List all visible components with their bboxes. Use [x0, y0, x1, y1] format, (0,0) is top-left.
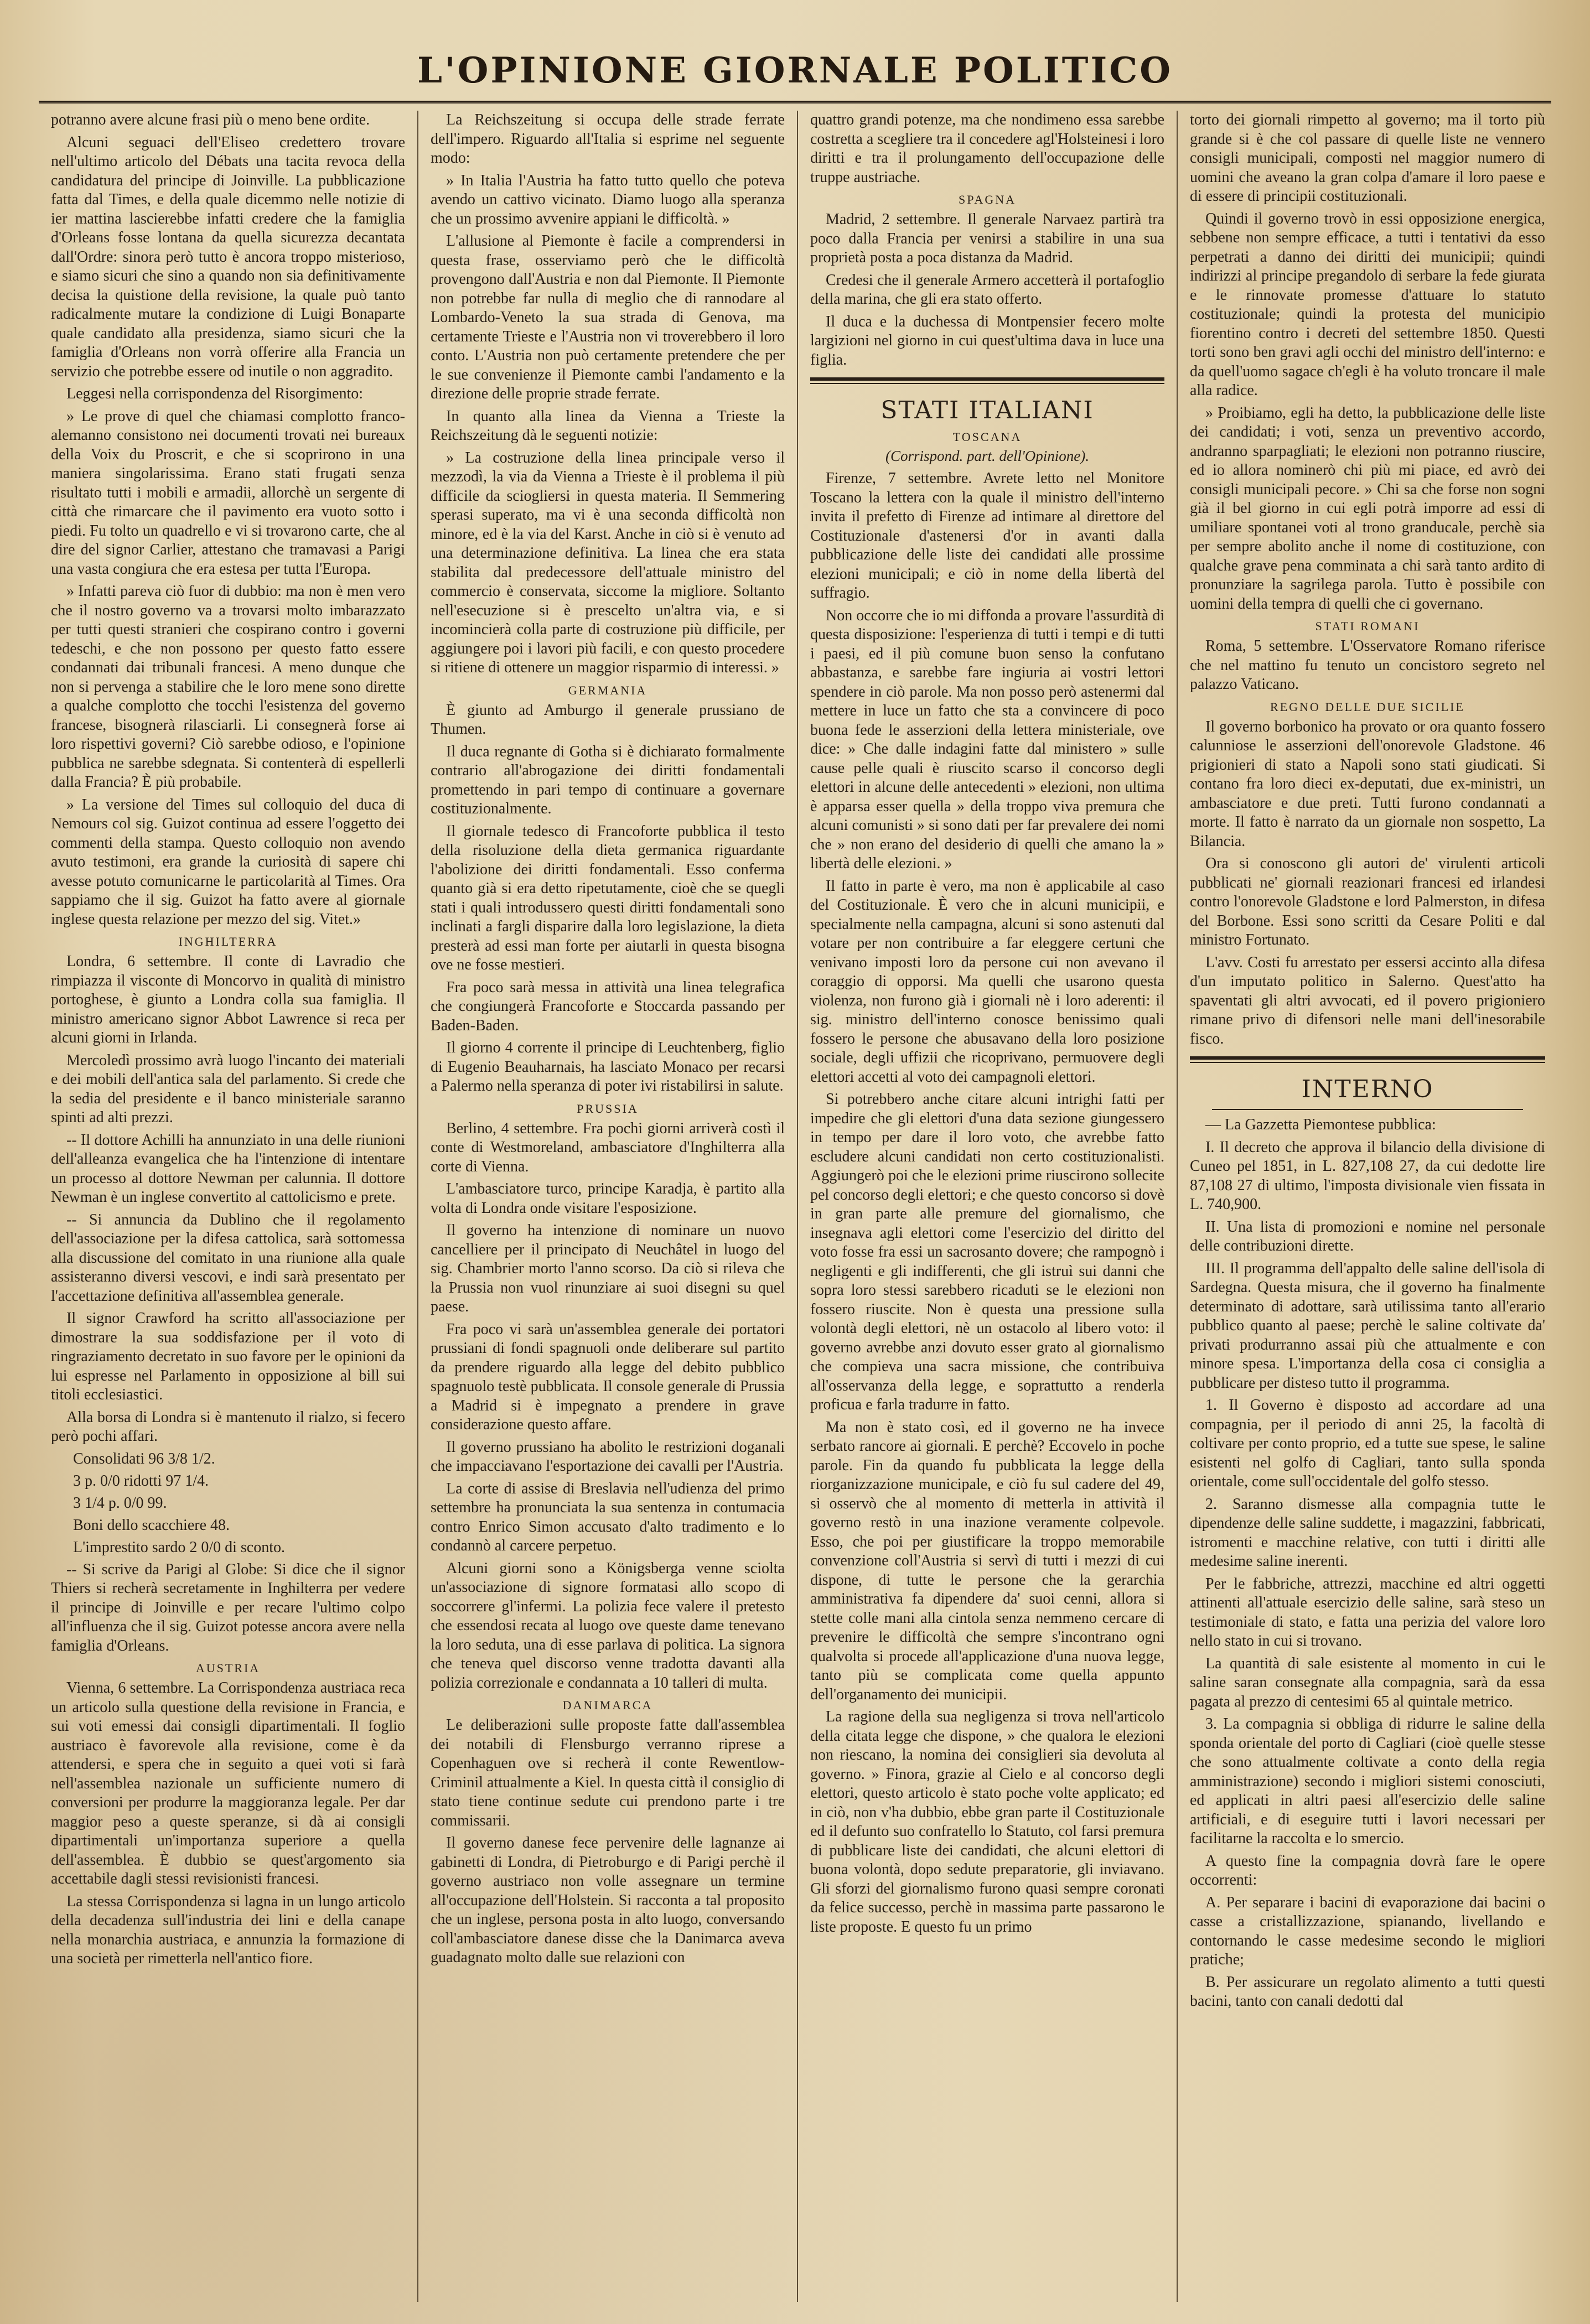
section-heading-danimarca: DANIMARCA: [562, 1698, 653, 1712]
section-rule-thin: [1212, 1109, 1523, 1110]
paragraph: L'ambasciatore turco, principe Karadja, è partito alla volta di Londra onde visitare l'esposizione.: [431, 1180, 785, 1217]
paragraph: I. Il decreto che approva il bilancio della divisione di Cuneo pel 1851, in L. 827,108 27, da cui dedotte lire 87,108 27 di ultimo, l'imposta divisionale vien fissata in L. 740,900.: [1190, 1138, 1545, 1213]
paragraph: Credesi che il generale Armero accetterà il portafoglio della marina, che gli era stato offerto.: [810, 271, 1164, 308]
paragraph: » Le prove di quel che chiamasi complotto franco-alemanno consistono nei documenti trovati nei bureaux della Voix du Proscrit, e che si scoprirono in una maniera singolarissima. Erano stati frugati senza risultato tutti i mobili e armadii, allorchè un sergente di città che rimarcare che il pavimento era vuoto sotto i piedi. Fu tolto un quadrello e vi si trovarono carte, che al dire del signor Carlier, attestano che tramavasi a Parigi una vasta congiura che era estesa per tutta l'Europa.: [51, 407, 405, 578]
stock-line: Consolidati 96 3/8 1/2.: [73, 1450, 215, 1467]
paragraph: Fra poco sarà messa in attività una linea telegrafica che congiungerà Francoforte e Stoccarda passando per Baden-Baden.: [431, 978, 785, 1034]
paragraph: Alcuni giorni sono a Königsberga venne sciolta un'associazione di signore formatasi allo scopo di soccorrere gl'infermi. La polizia fece valere il pretesto che essendosi recata al luogo ove queste dame tenevano la loro seduta, una di esse parlava di politica. La signora che teneva quel discorso venne tradotta davanti alla polizia correzionale e condannata a 10 talleri di multa.: [431, 1559, 785, 1692]
paragraph: Ma non è stato così, ed il governo ne ha invece serbato rancore ai giornali. E perchè? Eccovelo in poche parole. Fin da quando fu pubblicata la legge della riorganizzazione municipale, e ciò fu sul cadere del 49, si osservò che al momento di metterla in attività il governo restò in una inazione veramente colpevole. Esso, che poi per giustificare la troppo memorabile convenzione coll'Austria si servì di tutti i mezzi di cui dispone, di tutte le persone che la gerarchia amministrativa fa dipendere da' suoi cenni, allora si stette colle mani alla cintola senza nemmeno cercare di prevenire le difficoltà che sempre s'incontrano ogni qualvolta si procede all'applicazione d'una nuova legge, tanto più se complicata come quella appunto dell'organamento dei municipii.: [810, 1418, 1164, 1703]
paragraph: L'allusione al Piemonte è facile a comprendersi in questa frase, osserviamo però che le difficoltà provengono dall'Austria e non dal Piemonte. Il Piemonte non potrebbe far nulla di meglio che di rannodare al Lombardo-Veneto la sua strada di Genova, ma certamente Trieste e l'Austria non vi troverebbero il loro conto. L'Austria non può certamente pretendere che per le sue convenienze il Piemonte cambi l'andamento e la direzione delle proprie strade ferrate.: [431, 232, 785, 402]
paragraph: Alla borsa di Londra si è mantenuto il rialzo, si fecero però pochi affari.: [51, 1408, 405, 1445]
paragraph: Per le fabbriche, attrezzi, macchine ed altri oggetti attinenti all'attuale esercizio delle saline, sarà steso un testimoniale di stato, e fatta una perizia del valore loro nello stato in cui si trovano.: [1190, 1575, 1545, 1649]
paragraph: A. Per separare i bacini di evaporazione dai bacini o casse a cristallizzazione, spianando, livellando e contornando le casse medesime secondo le migliori pratiche;: [1190, 1894, 1545, 1968]
paragraph: » Proibiamo, egli ha detto, la pubblicazione delle liste dei candidati; i voti, senza un preventivo accordo, andranno sparpagliati; le elezioni non potranno riuscire, ed io allora nominerò chi più mi piace, ed avrò dei consigli municipali pecore. » Chi sa che forse non sogni già il bel giorno in cui egli potrà imporre ad essi di umiliare spontanei voti al trono granducale, perchè sia per sempre abolito anche il nome di costituzione, con qualche grave pena comminata a chi sarà tanto ardito di pronunziare la sagrilega parola. Tutto è possibile con uomini della tempra di quelli che ci governano.: [1190, 404, 1545, 613]
paragraph: » Infatti pareva ciò fuor di dubbio: ma non è men vero che il nostro governo va a trovarsi molto imbarazzato per tutti questi stranieri che cospirano contro i governi tedeschi, e che non possono per questo fatto essere condannati dai tribunali francesi. A meno dunque che non si pervenga a stabilire che le loro mene sono dirette a qualche complotto che tocchi l'esistenza del governo francese, bisognerà rilasciarli. Li consegnerà forse ai loro rispettivi governi? Ciò sarebbe odioso, e l'opinione pubblica ne sarebbe sdegnata. Si contenterà di espellerli dalla Francia? È più probabile.: [51, 583, 405, 791]
stock-line: 3 1/4 p. 0/0 99.: [73, 1494, 167, 1512]
paragraph: È giunto ad Amburgo il generale prussiano de Thumen.: [431, 701, 785, 738]
paragraph: A questo fine la compagnia dovrà fare le opere occorrenti:: [1190, 1852, 1545, 1889]
paragraph: Il duca e la duchessa di Montpensier fecero molte largizioni nel giorno in cui quest'ultima dava in luce una figlia.: [810, 313, 1164, 369]
paragraph: 1. Il Governo è disposto ad accordare ad una compagnia, per il periodo di anni 25, la facoltà di coltivare per conto proprio, ed a tutte sue spese, le saline esistenti nel golfo di Cagliari, tanto sulla sponda orientale, come sull'occidentale del golfo stesso.: [1190, 1397, 1545, 1490]
paragraph: Si potrebbero anche citare alcuni intrighi fatti per impedire che gli elettori d'una data sezione giungessero in tempo per dare il loro voto, che avrebbe fatto escludere alcuni candidati non certo costituzionalisti. Aggiungerò poi che le elezioni prime riuscirono sollecite pel concorso degli elettori; e che questo concorso si dovè in gran parte alle premure del giornalismo, che insegnava agli elettori come l'esercizio del diritto del voto fosse fra essi un sacrosanto dovere; che rampognò i negligenti e gli indifferenti, che gli istruì sui danni che sopra loro stessi sarebbero ricaduti se le elezioni non fossero riuscite. Non è questa una pressione sulla volontà degli elettori, nè un ostacolo al libero voto: il governo avrebbe anzi dovuto esser grato al giornalismo che compieva una sacra missione, che contribuiva all'osservanza della legge, e soprattutto a renderla proficua e farla tradurre in fatto.: [810, 1091, 1164, 1413]
paragraph: Alcuni seguaci dell'Eliseo credettero trovare nell'ultimo articolo del Débats una tacita revoca della candidatura del principe di Joinville. La pubblicazione fatta dal Times, e della quale dicemmo nelle notizie di ier mattina lascierebbe infatti credere che la famiglia d'Orleans fosse lontana da quella sicurezza decantata dall'Ordre: sinora però tutto è ancora troppo misterioso, e siamo sicuri che sino a quando non sia definitivamente decisa la quistione della revisione, la quale può tanto radicalmente mutare la condizione di Luigi Bonaparte quale candidato alla presidenza, siamo sicuri che la famiglia d'Orleans non vorrà offerire alla Francia un servizio che potrebbe essere od inutile o non aggradito.: [51, 133, 405, 380]
paragraph: Non occorre che io mi diffonda a provare l'assurdità di questa disposizione: l'esperienza di tutti i tempi e di tutti i paesi, ed il più comune buon senso la confutano abbastanza, e sarebbe fare ingiuria ai vostri lettori spendere in ciò parole. Ma non posso però astenermi dal mettere in luce un fatto che sta a convincere di poco buona fede le asserzioni della lettera ministeriale, ove dice: » Che dalle indagini fatte dal ministero » sulle cause pelle quali è riuscito scarso il concorso degli elettori in alcune delle antecedenti » elezioni, non ultima è apparsa esser quella » della troppo viva premura che alcuni comunisti » si sono dati per far prevalere dei nomi che » non erano del desiderio di quelli che amano la » libertà delle elezioni. »: [810, 606, 1164, 872]
paragraph: Ora si conoscono gli autori de' virulenti articoli pubblicati ne' giornali reazionari francesi ed irlandesi contro l'onorevole Gladstone e lord Palmerston, in difesa del Borbone. Essi sono scritti da Cesare Politi e dal ministro Fortunato.: [1190, 855, 1545, 948]
paragraph: La stessa Corrispondenza si lagna in un lungo articolo della decadenza sull'industria dei lini e della canape nella monarchia austriaca, e annunzia la formazione di una società per rimetterla nell'antico fiore.: [51, 1892, 405, 1967]
paragraph: — La Gazzetta Piemontese pubblica:: [1205, 1116, 1436, 1133]
paragraph: Fra poco vi sarà un'assemblea generale dei portatori prussiani di fondi spagnuoli onde deliberare sul partito da prendere riguardo alla legge del debito pubblico spagnuolo testè pubblicata. Il console generale di Prussia a Madrid si è impegnato a prendere in grave considerazione questo affare.: [431, 1320, 785, 1433]
section-heading-toscana: TOSCANA: [952, 430, 1022, 444]
column-1: [39, 111, 418, 2302]
section-heading-germania: GERMANIA: [568, 683, 648, 697]
paragraph: Le deliberazioni sulle proposte fatte dall'assemblea dei notabili di Flensburgo verranno riprese a Copenhaguen ove si recherà il conte Rewentlow-Criminil attualmente a Kiel. In questa città il consiglio di stato tiene continue sedute cui prendono parte i tre commissarii.: [431, 1716, 785, 1829]
paragraph: 3. La compagnia si obbliga di ridurre le saline della sponda orientale del porto di Cagliari (cioè quelle stesse che sono attualmente coltivate a conto della regia amministrazione) secondo i migliori sistemi conosciuti, ed applicati in altri paesi all'esercizio delle saline artificiali, e di eseguire tutti i lavori necessari per facilitarne la raccolta e lo smercio.: [1190, 1715, 1545, 1847]
section-heading-spagna: SPAGNA: [958, 193, 1016, 206]
paragraph: » La versione del Times sul colloquio del duca di Nemours col sig. Guizot continua ad essere l'oggetto dei commenti della stampa. Questo colloquio non avendo avuto testimoni, era grande la curiosità di sapere chi avesse potuto comunicarne le particolarità al Times. Ora sappiamo che il sig. Guizot ha fatto avere al giornale inglese questa relazione per mezzo del sig. Vitet.»: [51, 796, 405, 928]
paragraph: Il governo borbonico ha provato or ora quanto fossero calunniose le asserzioni dell'onorevole Gladstone. 46 prigionieri di stato a Napoli sono stati giudicati. Si contano fra loro dieci ex-deputati, due ex-ministri, un ambasciatore e due preti. Tutti furono condannati a morte. Il fatto è narrato da un giornale non sospetto, La Bilancia.: [1190, 718, 1545, 850]
paragraph: Berlino, 4 settembre. Fra pochi giorni arriverà costì il conte di Westmoreland, ambasciatore d'Inghilterra alla corte di Vienna.: [431, 1119, 785, 1175]
section-heading-austria: AUSTRIA: [195, 1661, 261, 1675]
paragraph: La Reichszeitung si occupa delle strade ferrate dell'impero. Riguardo all'Italia si esprime nel seguente modo:: [431, 111, 785, 167]
section-heading-prussia: PRUSSIA: [577, 1101, 639, 1116]
paragraph: » La costruzione della linea principale verso il mezzodì, la via da Vienna a Trieste è il problema il più difficile da sciogliersi in questa materia. Il Semmering sperasi superato, ma vi è una seconda difficoltà non minore, ed è la via del Karst. Anche in ciò si è venuto ad una determinazione definitiva. La linea che era stata stabilita dal predecessore dell'attuale ministro del commercio è conservata, siccome la migliore. Soltanto nell'esecuzione si è prescelto un'altra via, e si incomincierà colla parte di costruzione più difficile, per aggiungere poi i lavori più facili, e con questo procedere si ritiene di ottenere un maggior risparmio di interessi. »: [431, 449, 785, 676]
stock-line: 3 p. 0/0 ridotti 97 1/4.: [73, 1472, 209, 1490]
paragraph: torto dei giornali rimpetto al governo; ma il torto più grande si è che col passare di quelle liste ne vennero consigli municipali, composti nel maggior numero di uomini che aveano la gran colpa d'amare il loro paese e di essere di principii costituzionali.: [1190, 111, 1545, 205]
section-heading-inghilterra: INGHILTERRA: [178, 935, 278, 948]
paragraph: Quindi il governo trovò in essi opposizione energica, sebbene non sempre efficace, a tutti i tentativi da esso perpetrati a danno dei diritti dei municipii; quindi indirizzi al principe pregandolo di serbare la fede giurata e le rinnovate promesse d'attuare lo statuto costituzionale; quindi la protesta del municipio fiorentino contro i decreti del settembre 1850. Questi torti sono ben gravi agli occhi del ministro dell'interno: e da quell'uomo sagace ch'egli è ha voluto troncare il male alla radice.: [1190, 210, 1545, 399]
section-rule: [810, 377, 1164, 384]
paragraph: La corte di assise di Breslavia nell'udienza del primo settembre ha pronunciata la sua sentenza in contumacia contro Enrico Simon accusato d'alto tradimento e lo condannò al carcere perpetuo.: [431, 1480, 785, 1554]
masthead-rule: [39, 101, 1551, 103]
paragraph: potranno avere alcune frasi più o meno bene ordite.: [51, 111, 370, 128]
paragraph: -- Si annuncia da Dublino che il regolamento dell'associazione per la difesa cattolica, sarà sottomessa alla discussione del comitato in una riunione alla quale assisteranno diversi vescovi, e indi sarà presentato per l'accettazione definitiva all'assemblea generale.: [51, 1211, 405, 1305]
section-rule: [1190, 1056, 1545, 1063]
paragraph: Londra, 6 settembre. Il conte di Lavradio che rimpiazza il visconte di Moncorvo in qualità di ministro portoghese, è giunto a Londra colla sua famiglia. Il ministro americano signor Abbot Lawrence si reca per alcuni giorni in Irlanda.: [51, 953, 405, 1046]
column-4: [1178, 111, 1557, 2302]
column-2: [418, 111, 798, 2302]
paragraph: Firenze, 7 settembre. Avrete letto nel Monitore Toscano la lettera con la quale il ministro dell'interno invita il prefetto di Firenze ad intimare al direttore del Costituzionale d'astenersi d'or in avanti dalla pubblicazione delle liste dei candidati alle prossime elezioni municipali; e ciò in nome della libertà del suffragio.: [810, 470, 1164, 601]
columns: [39, 111, 1558, 2302]
paragraph: Il giorno 4 corrente il principe di Leuchtenberg, figlio di Eugenio Beauharnais, ha lasciato Monaco per recarsi a Palermo nella speranza di poter ivi ristabilirsi in salute.: [431, 1039, 785, 1094]
paragraph: Il signor Crawford ha scritto all'associazione per dimostrare la sua soddisfazione per il voto di ringraziamento decretato in suo favore per le opinioni da lui espresse nel Parlamento in opposizione al bill sui titoli ecclesiastici.: [51, 1310, 405, 1403]
paragraph: Il fatto in parte è vero, ma non è applicabile al caso del Costituzionale. È vero che in alcuni municipii, e specialmente nella campagna, alcuni si sono astenuti dal votare per non contribuire a far eleggere certuni che venivano imposti loro da persone cui non avevano il coraggio di opporsi. Ma quelli che usarono questa violenza, non furono già i giornali nè i loro aderenti: il sig. ministro dell'interno conosce benissimo quali fossero le persone che abusavano della loro posizione sociale, degli uffizii che ricoprivano, permuovere degli elettori accetti al voto dei campagnoli elettori.: [810, 877, 1164, 1086]
correspondence-note: (Corrispond. part. dell'Opinione).: [885, 448, 1090, 464]
stock-line: Boni dello scacchiere 48.: [73, 1516, 230, 1534]
paragraph: quattro grandi potenze, ma che nondimeno essa sarebbe costretta a scegliere tra il concedere agl'Holsteinesi i loro diritti e tra il prolungamento dell'occupazione delle truppe austriache.: [810, 111, 1164, 186]
column-3: [798, 111, 1178, 2302]
section-heading-stati-romani: STATI ROMANI: [1315, 619, 1420, 633]
paragraph: Vienna, 6 settembre. La Corrispondenza austriaca reca un articolo sulla questione della revisione in Francia, e sui voti emessi dai consigli dipartimentali. Il foglio austriaco è favorevole alla revisione, come è da attendersi, e spera che in seguito a quei voti si farà nell'assemblea nazionale un sufficiente numero di conversioni per produrre la maggioranza legale. Per dar maggior peso a queste speranze, si dà ai consigli dipartimentali un'importanza superiore a quella dell'assemblea. È dubbio se quest'argomento sia accettabile dagli stessi revisionisti francesi.: [51, 1679, 405, 1887]
paragraph: » In Italia l'Austria ha fatto tutto quello che poteva avendo un cattivo vicinato. Diamo luogo alla speranza che un prossimo avvenire appiani le difficoltà. »: [431, 172, 785, 227]
paragraph: La quantità di sale esistente al momento in cui le saline saran consegnate alla compagnia, sarà da essa pagata al prezzo di centesimi 65 al quintale metrico.: [1190, 1654, 1545, 1710]
paragraph: L'avv. Costi fu arrestato per essersi accinto alla difesa d'un imputato politico in Salerno. Quest'atto ha spaventati gli altri avvocati, ed il povero prigioniero rimane privo di difensori nelle mani dell'inesorabile fisco.: [1190, 953, 1545, 1047]
paragraph: La ragione della sua negligenza si trova nell'articolo della citata legge che dispone, » che qualora le elezioni non riescano, la nomina dei consiglieri sia devoluta al governo. » Finora, grazie al Cielo e al concorso degli elettori, questo articolo è stato poche volte applicato; ed in ciò, non v'ha dubbio, ebbe gran parte il Costituzionale ed il defunto suo confratello lo Statuto, col farsi premura di pubblicare liste dei candidati, che alcuni elettori di buona volontà, dopo sedute preparatorie, gli inviavano. Gli sforzi del giornalismo furono quasi sempre coronati da felice successo, perchè in massima parte passarono le liste proposte. E questo fu un primo: [810, 1708, 1164, 1936]
paragraph: Il giornale tedesco di Francoforte pubblica il testo della risoluzione della dieta germanica riguardante l'abolizione dei diritti fondamentali. Esso conferma quanto già si era detto ripetutamente, cioè che se quegli stati i quali introdussero questi diritti fondamentali sono inclinati a fargli disparire dalla loro legislazione, la dieta presterà ad essi man forte per aiutarli in questa bisogna ove ne fosse mestieri.: [431, 822, 785, 973]
paragraph: III. Il programma dell'appalto delle saline dell'isola di Sardegna. Questa misura, che il governo ha finalmente determinato di adottare, sarà utilissima tanto all'erario pubblico quanto al paese; perchè le saline coltivate da' privati produrranno assai più che attualmente e con minore spesa. L'importanza della cosa ci consiglia a pubblicare per disteso tutto il programma.: [1190, 1259, 1545, 1392]
paragraph: Mercoledì prossimo avrà luogo l'incanto dei materiali e dei mobili dell'antica sala del parlamento. Si crede che la sedia del presidente e il banco ministeriale saranno spinti ad alti prezzi.: [51, 1051, 405, 1126]
section-heading-due-sicilie: REGNO DELLE DUE SICILIE: [1270, 699, 1465, 714]
section-title-stati-italiani: STATI ITALIANI: [881, 396, 1094, 424]
paragraph: Il governo prussiano ha abolito le restrizioni doganali che impacciavano l'esportazione dei cavalli per l'Austria.: [431, 1438, 785, 1475]
paragraph: B. Per assicurare un regolato alimento a tutti questi bacini, tanto con canali dedotti dal: [1190, 1973, 1545, 2010]
stock-line: L'imprestito sardo 2 0/0 di sconto.: [73, 1538, 286, 1556]
paragraph: Leggesi nella corrispondenza del Risorgimento:: [66, 385, 364, 402]
masthead: L'OPINIONE GIORNALE POLITICO: [417, 50, 1173, 91]
paragraph: Madrid, 2 settembre. Il generale Narvaez partirà tra poco dalla Francia per venirsi a stabilire in una sua proprietà posta a poca distanza da Madrid.: [810, 211, 1164, 266]
paragraph: -- Il dottore Achilli ha annunziato in una delle riunioni dell'alleanza evangelica che ha l'intenzione di intentare un processo al dottore Newman per calunnia. Il dottore Newman è un inglese convertito al cattolicismo e prete.: [51, 1131, 405, 1206]
paragraph: Il governo danese fece pervenire delle lagnanze ai gabinetti di Londra, di Pietroburgo e di Parigi perchè il governo austriaco non volle assegnare un termine all'occupazione dell'Holstein. Si racconta a tal proposito che un inglese, persona posta in alto luogo, conversando coll'ambasciatore danese disse che la Danimarca aveva guadagnato molto dalle sue relazioni con: [431, 1834, 785, 1966]
paragraph: 2. Saranno dismesse alla compagnia tutte le dipendenze delle saline suddette, i magazzini, fabbricati, istromenti e macchine relative, con tutti i diritti alle medesime saline inerenti.: [1190, 1495, 1545, 1570]
paragraph: Il governo ha intenzione di nominare un nuovo cancelliere per il principato di Neuchâtel in luogo del sig. Chambrier morto l'anno scorso. Da ciò si rileva che la Prussia non vuol rinunziare ai suoi disegni su quel paese.: [431, 1222, 785, 1315]
paragraph: Roma, 5 settembre. L'Osservatore Romano riferisce che nel mattino fu tenuto un concistoro segreto nel palazzo Vaticano.: [1190, 637, 1545, 693]
section-title-interno: INTERNO: [1301, 1075, 1434, 1103]
paragraph: Il duca regnante di Gotha si è dichiarato formalmente contrario all'abrogazione dei diritti fondamentali promettendo in pari tempo di continuare a governare costituzionalmente.: [431, 743, 785, 817]
paragraph: In quanto alla linea da Vienna a Trieste la Reichszeitung dà le seguenti notizie:: [431, 407, 785, 444]
paragraph: -- Si scrive da Parigi al Globe: Si dice che il signor Thiers si recherà secretamente in Inghilterra per vedere il principe di Joinville e per recare l'ultimo colpo all'influenza che il sig. Guizot potesse ancora avere nella famiglia d'Orleans.: [51, 1560, 405, 1654]
paragraph: II. Una lista di promozioni e nomine nel personale delle contribuzioni dirette.: [1190, 1218, 1545, 1254]
